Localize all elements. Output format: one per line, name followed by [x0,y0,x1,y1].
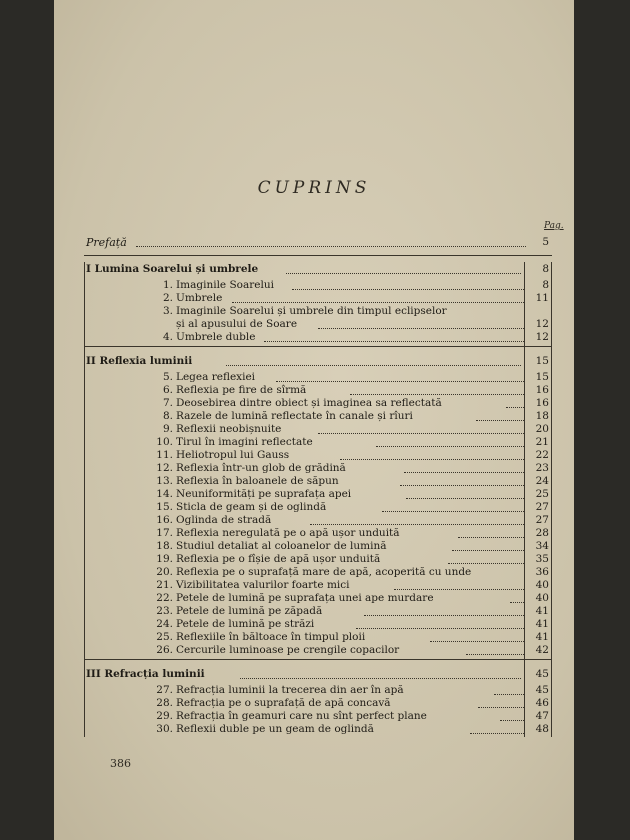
toc-entry-row [54,371,574,384]
toc-entry-row [54,318,574,331]
dot-leader [404,462,524,473]
toc-entry-continuation: și al apusului de Soare [176,318,298,330]
toc-entry-number: 12. [156,462,173,474]
toc-entry-title: Refracția pe o suprafață de apă concavă [176,697,391,709]
toc-page-number: 45 [535,684,549,696]
toc-page-number: 5 [542,236,549,248]
dot-leader [232,292,524,303]
dot-leader [494,684,524,695]
toc-chapter-row [54,263,574,276]
toc-chapter-label: I Lumina Soarelui și umbrele [86,263,259,275]
toc-entry-title: Legea reflexiei [176,371,256,383]
toc-entry-row [54,566,574,579]
toc-entry-title: Petele de lumină pe zăpadă [176,605,323,617]
dot-leader [376,436,524,447]
toc-entry-row [54,644,574,657]
dot-leader [506,397,524,408]
toc-entry-row [54,292,574,305]
toc-page-number: 25 [535,488,549,500]
toc-entry-row [54,475,574,488]
toc-preface-row [54,236,574,249]
toc-entry-title: Refracția luminii la trecerea din aer în apă [176,684,404,696]
dot-leader [500,710,524,721]
toc-page-number: 23 [535,462,549,474]
toc-page-number: 28 [535,527,549,539]
toc-chapter-label: II Reflexia luminii [86,355,193,367]
toc-entry-number: 6. [162,384,173,396]
dot-leader [364,605,524,616]
toc-entry-title: Reflexii neobișnuite [176,423,282,435]
toc-entry-number: 19. [156,553,173,565]
toc-entry-number: 24. [156,618,173,630]
toc-entry-row [54,710,574,723]
toc-entry-number: 21. [156,579,173,591]
book-page [54,0,574,840]
toc-entry-title: Reflexia pe fire de sîrmă [176,384,307,396]
toc-page-number: 12 [535,318,549,330]
toc-entry-number: 29. [156,710,173,722]
toc-entry-number: 1. [162,279,173,291]
toc-entry-number: 10. [156,436,173,448]
toc-entry-title: Imaginile Soarelui [176,279,274,291]
toc-entry-title: Reflexia neregulată pe o apă ușor unduită [176,527,400,539]
toc-entry-title: Reflexia într-un glob de grădină [176,462,346,474]
toc-entry-number: 27. [156,684,173,696]
dot-leader [394,579,524,590]
dot-leader [470,723,524,734]
toc-page-number: 21 [535,436,549,448]
dot-leader [510,592,524,603]
toc-entry-title: Reflexia pe o suprafață mare de apă, acoperită cu unde [176,566,472,578]
toc-page-number: 41 [535,631,549,643]
toc-entry-number: 14. [156,488,173,500]
toc-page-number: 16 [535,384,549,396]
toc-entry-row [54,397,574,410]
toc-entry-row [54,331,574,344]
toc-entry-row [54,449,574,462]
toc-entry-title: Cercurile luminoase pe crengile copacilor [176,644,400,656]
toc-page-number: 18 [535,410,549,422]
toc-page-number: 48 [535,723,549,735]
toc-entry-number: 5. [162,371,173,383]
toc-entry-row [54,384,574,397]
toc-entry-title: Studiul detaliat al coloanelor de lumină [176,540,387,552]
dot-leader [240,668,521,679]
toc-entry-title: Deosebirea dintre obiect și imaginea sa reflectată [176,397,442,409]
toc-entry-number: 8. [162,410,173,422]
toc-entry-title: Neuniformități pe suprafața apei [176,488,352,500]
toc-entry-title: Reflexia în baloanele de săpun [176,475,339,487]
toc-entry-number: 13. [156,475,173,487]
dot-leader [318,318,524,329]
toc-page-number: 35 [535,553,549,565]
toc-entry-row [54,553,574,566]
toc-entry-title: Razele de lumină reflectate în canale și rîuri [176,410,413,422]
dot-leader [264,331,524,342]
toc-entry-row [54,462,574,475]
toc-entry-number: 20. [156,566,173,578]
page-column-label: Pag. [544,221,564,231]
toc-entry-number: 3. [162,305,173,317]
toc-entry-row [54,684,574,697]
toc-entry-number: 9. [162,423,173,435]
dot-leader [400,475,524,486]
toc-page-number: 36 [535,566,549,578]
table-rule [84,346,552,347]
toc-entry-row [54,592,574,605]
dot-leader [430,631,524,642]
toc-entry-row [54,436,574,449]
table-rule [84,255,552,256]
toc-page-number: 41 [535,618,549,630]
dot-leader [310,514,524,525]
toc-page-number: 40 [535,579,549,591]
toc-page-number: 12 [535,331,549,343]
dot-leader [286,263,521,274]
toc-entry-row [54,631,574,644]
toc-entry-row [54,540,574,553]
toc-entry-number: 16. [156,514,173,526]
toc-page-number: 20 [535,423,549,435]
dot-leader [292,279,524,290]
toc-entry-number: 25. [156,631,173,643]
toc-page-number: 40 [535,592,549,604]
toc-entry-title: Reflexia pe o fîșie de apă ușor unduită [176,553,381,565]
toc-entry-number: 18. [156,540,173,552]
toc-entry-row [54,488,574,501]
dot-leader [318,423,524,434]
dot-leader [478,697,524,708]
dot-leader [406,488,524,499]
toc-entry-row [54,305,574,318]
toc-entry-number: 28. [156,697,173,709]
dot-leader [226,355,521,366]
toc-entry-row [54,514,574,527]
table-rule [84,659,552,660]
toc-entry-title: Petele de lumină pe suprafața unei ape murdare [176,592,434,604]
dot-leader [382,501,524,512]
toc-page-number: 16 [535,397,549,409]
toc-entry-title: Tirul în imagini reflectate [176,436,313,448]
toc-entry-row [54,410,574,423]
toc-chapter-row [54,668,574,681]
toc-entry-number: 30. [156,723,173,735]
toc-page-number: 15 [535,355,549,367]
toc-entry-row [54,697,574,710]
toc-preface-label: Prefață [86,236,127,249]
dot-leader [476,410,524,421]
toc-page-number: 24 [535,475,549,487]
toc-entry-title: Sticla de geam și de oglindă [176,501,327,513]
toc-page-number: 46 [535,697,549,709]
toc-entry-number: 23. [156,605,173,617]
dot-leader [350,384,524,395]
toc-entry-number: 26. [156,644,173,656]
dot-leader [340,449,524,460]
toc-entry-row [54,579,574,592]
dot-leader [356,618,524,629]
dot-leader [466,644,524,655]
toc-entry-number: 15. [156,501,173,513]
toc-entry-title: Refracția în geamuri care nu sînt perfect plane [176,710,427,722]
page-title: CUPRINS [257,178,371,198]
toc-entry-row [54,605,574,618]
toc-entry-row [54,618,574,631]
toc-page-number: 15 [535,371,549,383]
toc-entry-row [54,723,574,736]
toc-entry-title: Petele de lumină pe străzi [176,618,315,630]
toc-page-number: 8 [542,279,549,291]
toc-entry-title: Reflexii duble pe un geam de oglindă [176,723,374,735]
toc-page-number: 27 [535,514,549,526]
dot-leader [448,553,524,564]
toc-entry-title: Imaginile Soarelui și umbrele din timpul eclipselor [176,305,447,317]
toc-entry-row [54,423,574,436]
dot-leader [458,527,524,538]
toc-page-number: 22 [535,449,549,461]
toc-page-number: 47 [535,710,549,722]
toc-page-number: 8 [542,263,549,275]
toc-page-number: 11 [535,292,549,304]
toc-entry-title: Vizibilitatea valurilor foarte mici [176,579,350,591]
dot-leader [276,371,524,382]
toc-entry-row [54,501,574,514]
dot-leader [452,540,524,551]
toc-chapter-row [54,355,574,368]
toc-entry-title: Oglinda de stradă [176,514,272,526]
toc-entry-number: 4. [162,331,173,343]
toc-entry-title: Heliotropul lui Gauss [176,449,290,461]
toc-entry-number: 17. [156,527,173,539]
toc-entry-title: Umbrele duble [176,331,256,343]
toc-entry-number: 22. [156,592,173,604]
toc-chapter-label: III Refracția luminii [86,668,205,680]
toc-page-number: 45 [535,668,549,680]
toc-entry-number: 2. [162,292,173,304]
toc-entry-title: Umbrele [176,292,223,304]
dot-leader [136,236,526,247]
toc-entry-number: 11. [156,449,173,461]
toc-entry-title: Reflexiile în băltoace în timpul ploii [176,631,366,643]
toc-entry-row [54,279,574,292]
toc-page-number: 27 [535,501,549,513]
toc-entry-row [54,527,574,540]
toc-page-number: 41 [535,605,549,617]
folio-page-number: 386 [110,757,131,770]
toc-page-number: 42 [535,644,549,656]
toc-page-number: 34 [535,540,549,552]
toc-entry-number: 7. [162,397,173,409]
